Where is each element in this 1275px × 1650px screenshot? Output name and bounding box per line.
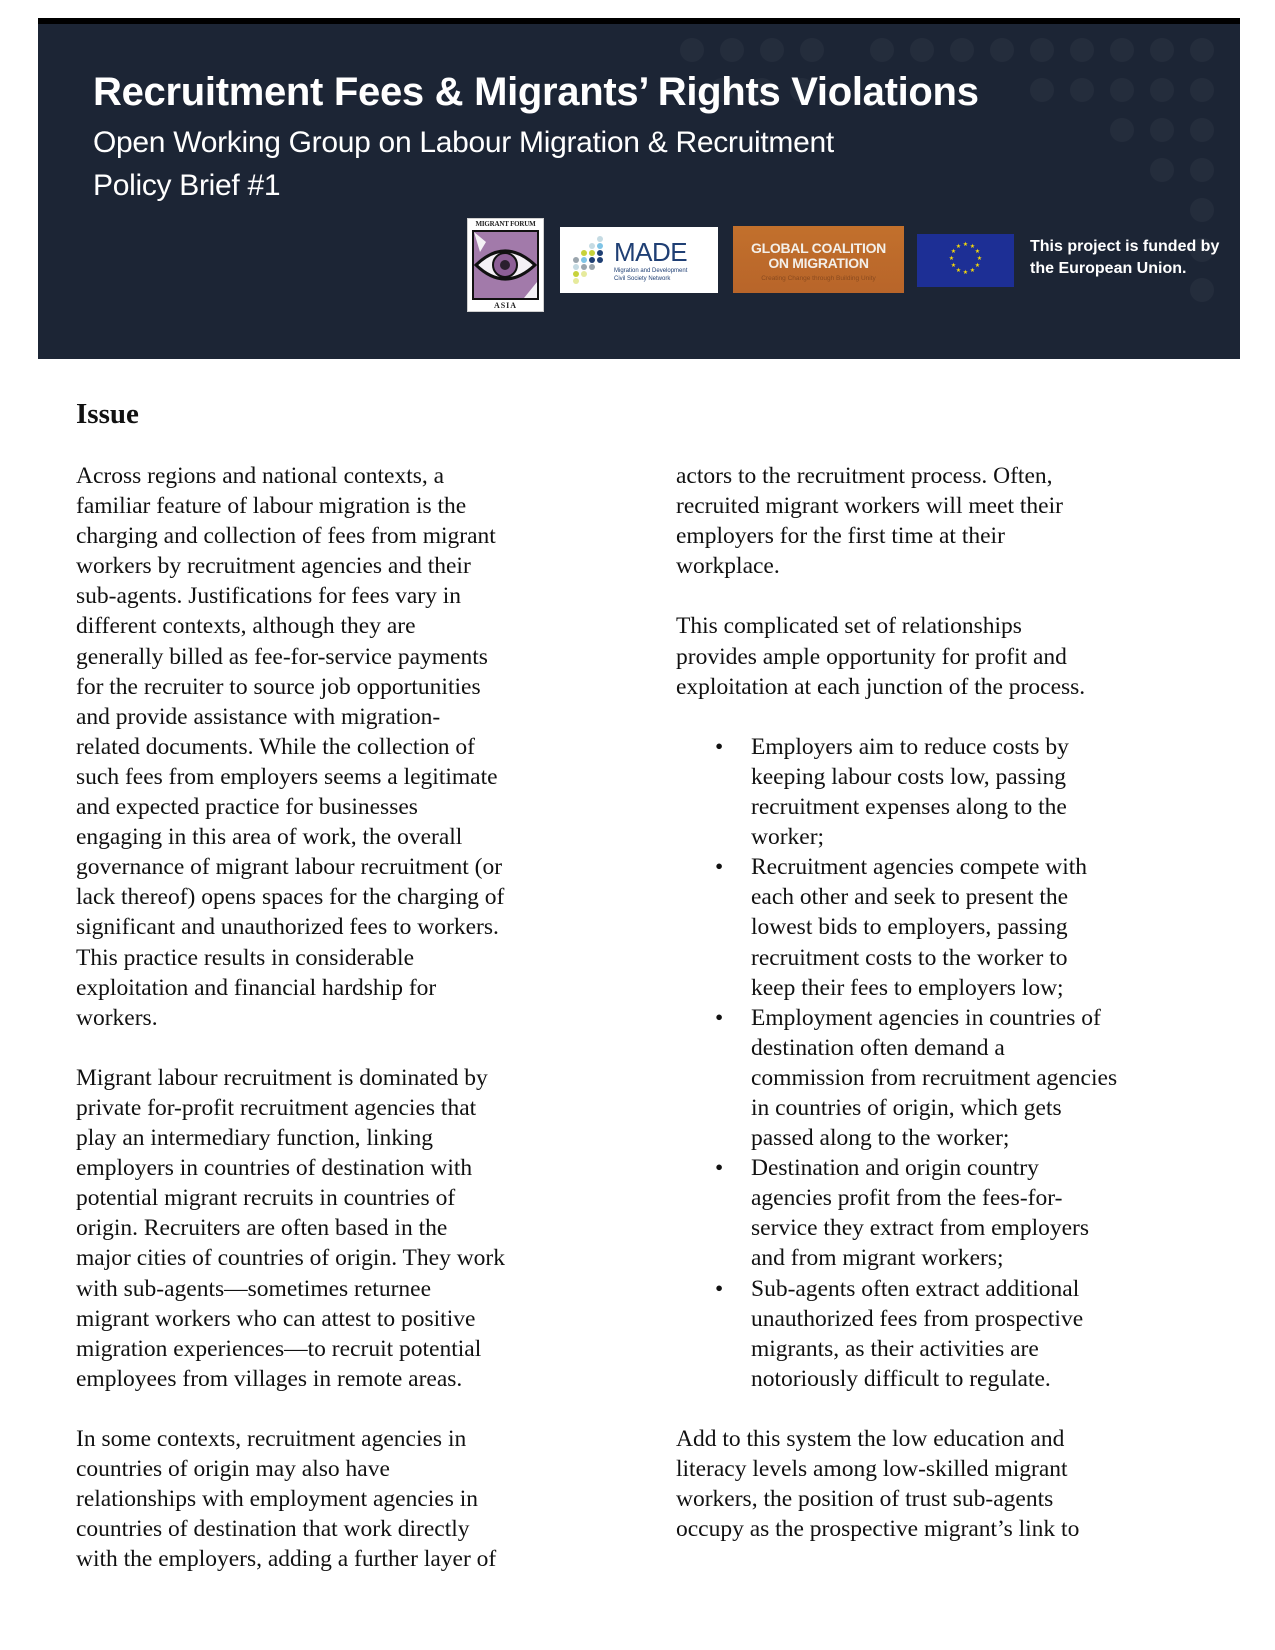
text-line: recruitment costs to the worker to [751, 944, 1068, 971]
text-line: This practice results in considerable [76, 944, 415, 971]
paragraph-recruitment-agencies [76, 1063, 616, 1394]
text-line: employees from villages in remote areas. [76, 1365, 463, 1392]
document-subtitle: Open Working Group on Labour Migration & Recruitment [93, 126, 834, 159]
eu-flag-icon [917, 234, 1014, 287]
text-line: origin. Recruiters are often based in the [76, 1215, 448, 1242]
text-line: and expected practice for businesses [76, 794, 418, 821]
text-line: Add to this system the low education and [676, 1426, 1065, 1452]
svg-text:★: ★ [974, 248, 981, 255]
text-line: workplace. [676, 553, 780, 580]
text-line: countries of destination that work directly [76, 1516, 470, 1543]
text-line: exploitation at each junction of the process. [676, 673, 1086, 700]
text-line: sub-agents. Justifications for fees vary in [76, 583, 462, 610]
paragraph-actors [676, 461, 1216, 581]
svg-text:★: ★ [950, 248, 957, 255]
bullet-icon: • [715, 1004, 724, 1031]
text-line: employers in countries of destination with [76, 1155, 473, 1182]
text-line: private for-profit recruitment agencies that [76, 1094, 477, 1121]
section-heading-issue: Issue [76, 398, 139, 430]
paragraph-fees-overview [76, 461, 616, 1033]
migrant-forum-asia-logo [467, 218, 544, 312]
text-line: potential migrant recruits in countries of [76, 1185, 456, 1212]
bullet-item [676, 1153, 1216, 1273]
text-line: This complicated set of relationships [676, 613, 1022, 640]
svg-text:★: ★ [962, 269, 969, 276]
text-line: keep their fees to employers low; [751, 974, 1064, 1001]
mfa-logo-top-text: MIGRANT FORUM [475, 220, 536, 228]
text-line: engaging in this area of work, the overall [76, 824, 463, 851]
right-text-column [676, 461, 1216, 1544]
text-line: Recruitment agencies compete with [751, 854, 1088, 881]
text-line: generally billed as fee-for-service payments [76, 643, 488, 670]
gcm-logo-tagline: Creating Change through Building Unity [761, 275, 876, 282]
text-line: with sub-agents—sometimes returnee [76, 1275, 432, 1302]
svg-text:★: ★ [955, 267, 962, 274]
text-line: such fees from employers seems a legitimate [76, 763, 498, 790]
made-logo-name: MADE [614, 237, 688, 267]
text-line: worker; [751, 824, 825, 851]
global-coalition-on-migration-logo [733, 226, 904, 293]
made-logo-subtitle [614, 267, 687, 283]
made-network-logo [560, 227, 718, 293]
svg-text:★: ★ [976, 255, 983, 262]
bullet-item [676, 852, 1216, 1002]
text-line: workers by recruitment agencies and their [76, 553, 471, 580]
text-line: agencies profit from the fees-for- [751, 1185, 1063, 1212]
text-line: in countries of origin, which gets [751, 1094, 1062, 1121]
text-line: notoriously difficult to regulate. [751, 1365, 1051, 1392]
paragraph-gap [76, 1394, 616, 1424]
text-line: passed along to the worker; [751, 1125, 1010, 1152]
text-line: actors to the recruitment process. Often, [676, 463, 1053, 489]
svg-text:★: ★ [955, 243, 962, 250]
text-line: Employers aim to reduce costs by [751, 733, 1069, 760]
svg-text:★: ★ [962, 241, 969, 248]
header-top-strip [38, 18, 1240, 24]
document-title: Recruitment Fees & Migrants’ Rights Violations [93, 70, 979, 114]
text-line: employers for the first time at their [676, 523, 1005, 550]
mfa-logo-bottom-text: ASIA [493, 301, 518, 310]
made-logo-subtitle-line2: Civil Society Network [614, 276, 671, 282]
text-line: familiar feature of labour migration is the [76, 493, 467, 520]
text-line: provides ample opportunity for profit and [676, 643, 1067, 670]
paragraph-relationships [676, 611, 1216, 701]
bullet-icon: • [715, 854, 724, 881]
text-line: and from migrant workers; [751, 1245, 1004, 1272]
bullet-icon: • [715, 733, 724, 760]
bullet-icon: • [715, 1155, 724, 1182]
text-line: migration experiences—to recruit potential [76, 1335, 482, 1362]
policy-brief-number: Policy Brief #1 [93, 169, 281, 202]
text-line: literacy levels among low-skilled migrant [676, 1456, 1068, 1483]
text-line: governance of migrant labour recruitment (or [76, 854, 503, 881]
bullet-item [676, 732, 1216, 852]
eu-funding-line2: the European Union. [1030, 260, 1187, 277]
text-line: Destination and origin country [751, 1155, 1039, 1182]
gcm-logo-line1: GLOBAL COALITION [751, 240, 886, 256]
text-line: different contexts, although they are [76, 613, 416, 640]
text-line: exploitation and financial hardship for [76, 974, 437, 1001]
text-line: each other and seek to present the [751, 884, 1069, 911]
text-line: countries of origin may also have [76, 1456, 390, 1483]
text-line: Migrant labour recruitment is dominated by [76, 1064, 488, 1091]
paragraph-gap [676, 581, 1216, 611]
text-line: Employment agencies in countries of [751, 1004, 1101, 1031]
text-line: Sub-agents often extract additional [751, 1275, 1080, 1302]
dot-network-icon [570, 235, 610, 287]
header-banner [38, 18, 1240, 359]
text-line: for the recruiter to source job opportunities [76, 673, 481, 700]
made-logo-subtitle-line1: Migration and Development [614, 268, 688, 274]
text-line: related documents. While the collection of [76, 733, 475, 760]
text-line: lack thereof) opens spaces for the charging of [76, 884, 505, 911]
text-line: with the employers, adding a further layer of [76, 1546, 497, 1573]
svg-text:★: ★ [950, 262, 957, 269]
bullet-list [676, 732, 1216, 1394]
text-line: play an intermediary function, linking [76, 1125, 433, 1152]
text-line: significant and unauthorized fees to workers. [76, 914, 499, 941]
left-text-column [76, 461, 616, 1574]
text-line: occupy as the prospective migrant’s link to [676, 1516, 1080, 1543]
text-line: workers, the position of trust sub-agents [676, 1486, 1054, 1513]
paragraph-employment-agencies [76, 1424, 616, 1574]
text-line: and provide assistance with migration- [76, 703, 441, 730]
svg-text:★: ★ [969, 267, 976, 274]
eu-funding-line1: This project is funded by [1030, 238, 1220, 255]
text-line: keeping labour costs low, passing [751, 763, 1067, 790]
text-line: unauthorized fees from prospective [751, 1305, 1084, 1332]
text-line: destination often demand a [751, 1034, 1005, 1061]
bullet-item [676, 1003, 1216, 1153]
text-line: Across regions and national contexts, a [76, 463, 445, 489]
paragraph-gap [676, 702, 1216, 732]
text-line: major cities of countries of origin. They work [76, 1245, 505, 1272]
eye-icon [472, 230, 539, 300]
text-line: lowest bids to employers, passing [751, 914, 1068, 941]
text-line: relationships with employment agencies in [76, 1486, 479, 1513]
text-line: commission from recruitment agencies [751, 1064, 1118, 1091]
text-line: migrant workers who can attest to positive [76, 1305, 476, 1332]
text-line: migrants, as their activities are [751, 1335, 1039, 1362]
paragraph-education-literacy [676, 1424, 1216, 1544]
gcm-logo-line2: ON MIGRATION [768, 255, 869, 271]
paragraph-gap [76, 1033, 616, 1063]
bullet-item [676, 1274, 1216, 1394]
svg-text:★: ★ [974, 262, 981, 269]
text-line: workers. [76, 1004, 158, 1031]
text-line: charging and collection of fees from migrant [76, 523, 496, 550]
paragraph-gap [676, 1394, 1216, 1424]
bullet-icon: • [715, 1275, 724, 1302]
text-line: recruitment expenses along to the [751, 794, 1067, 821]
eu-funding-notice [1030, 236, 1219, 280]
svg-text:★: ★ [969, 243, 976, 250]
text-line: In some contexts, recruitment agencies in [76, 1426, 467, 1452]
text-line: service they extract from employers [751, 1215, 1089, 1242]
text-line: recruited migrant workers will meet their [676, 493, 1063, 520]
svg-text:★: ★ [948, 255, 955, 262]
